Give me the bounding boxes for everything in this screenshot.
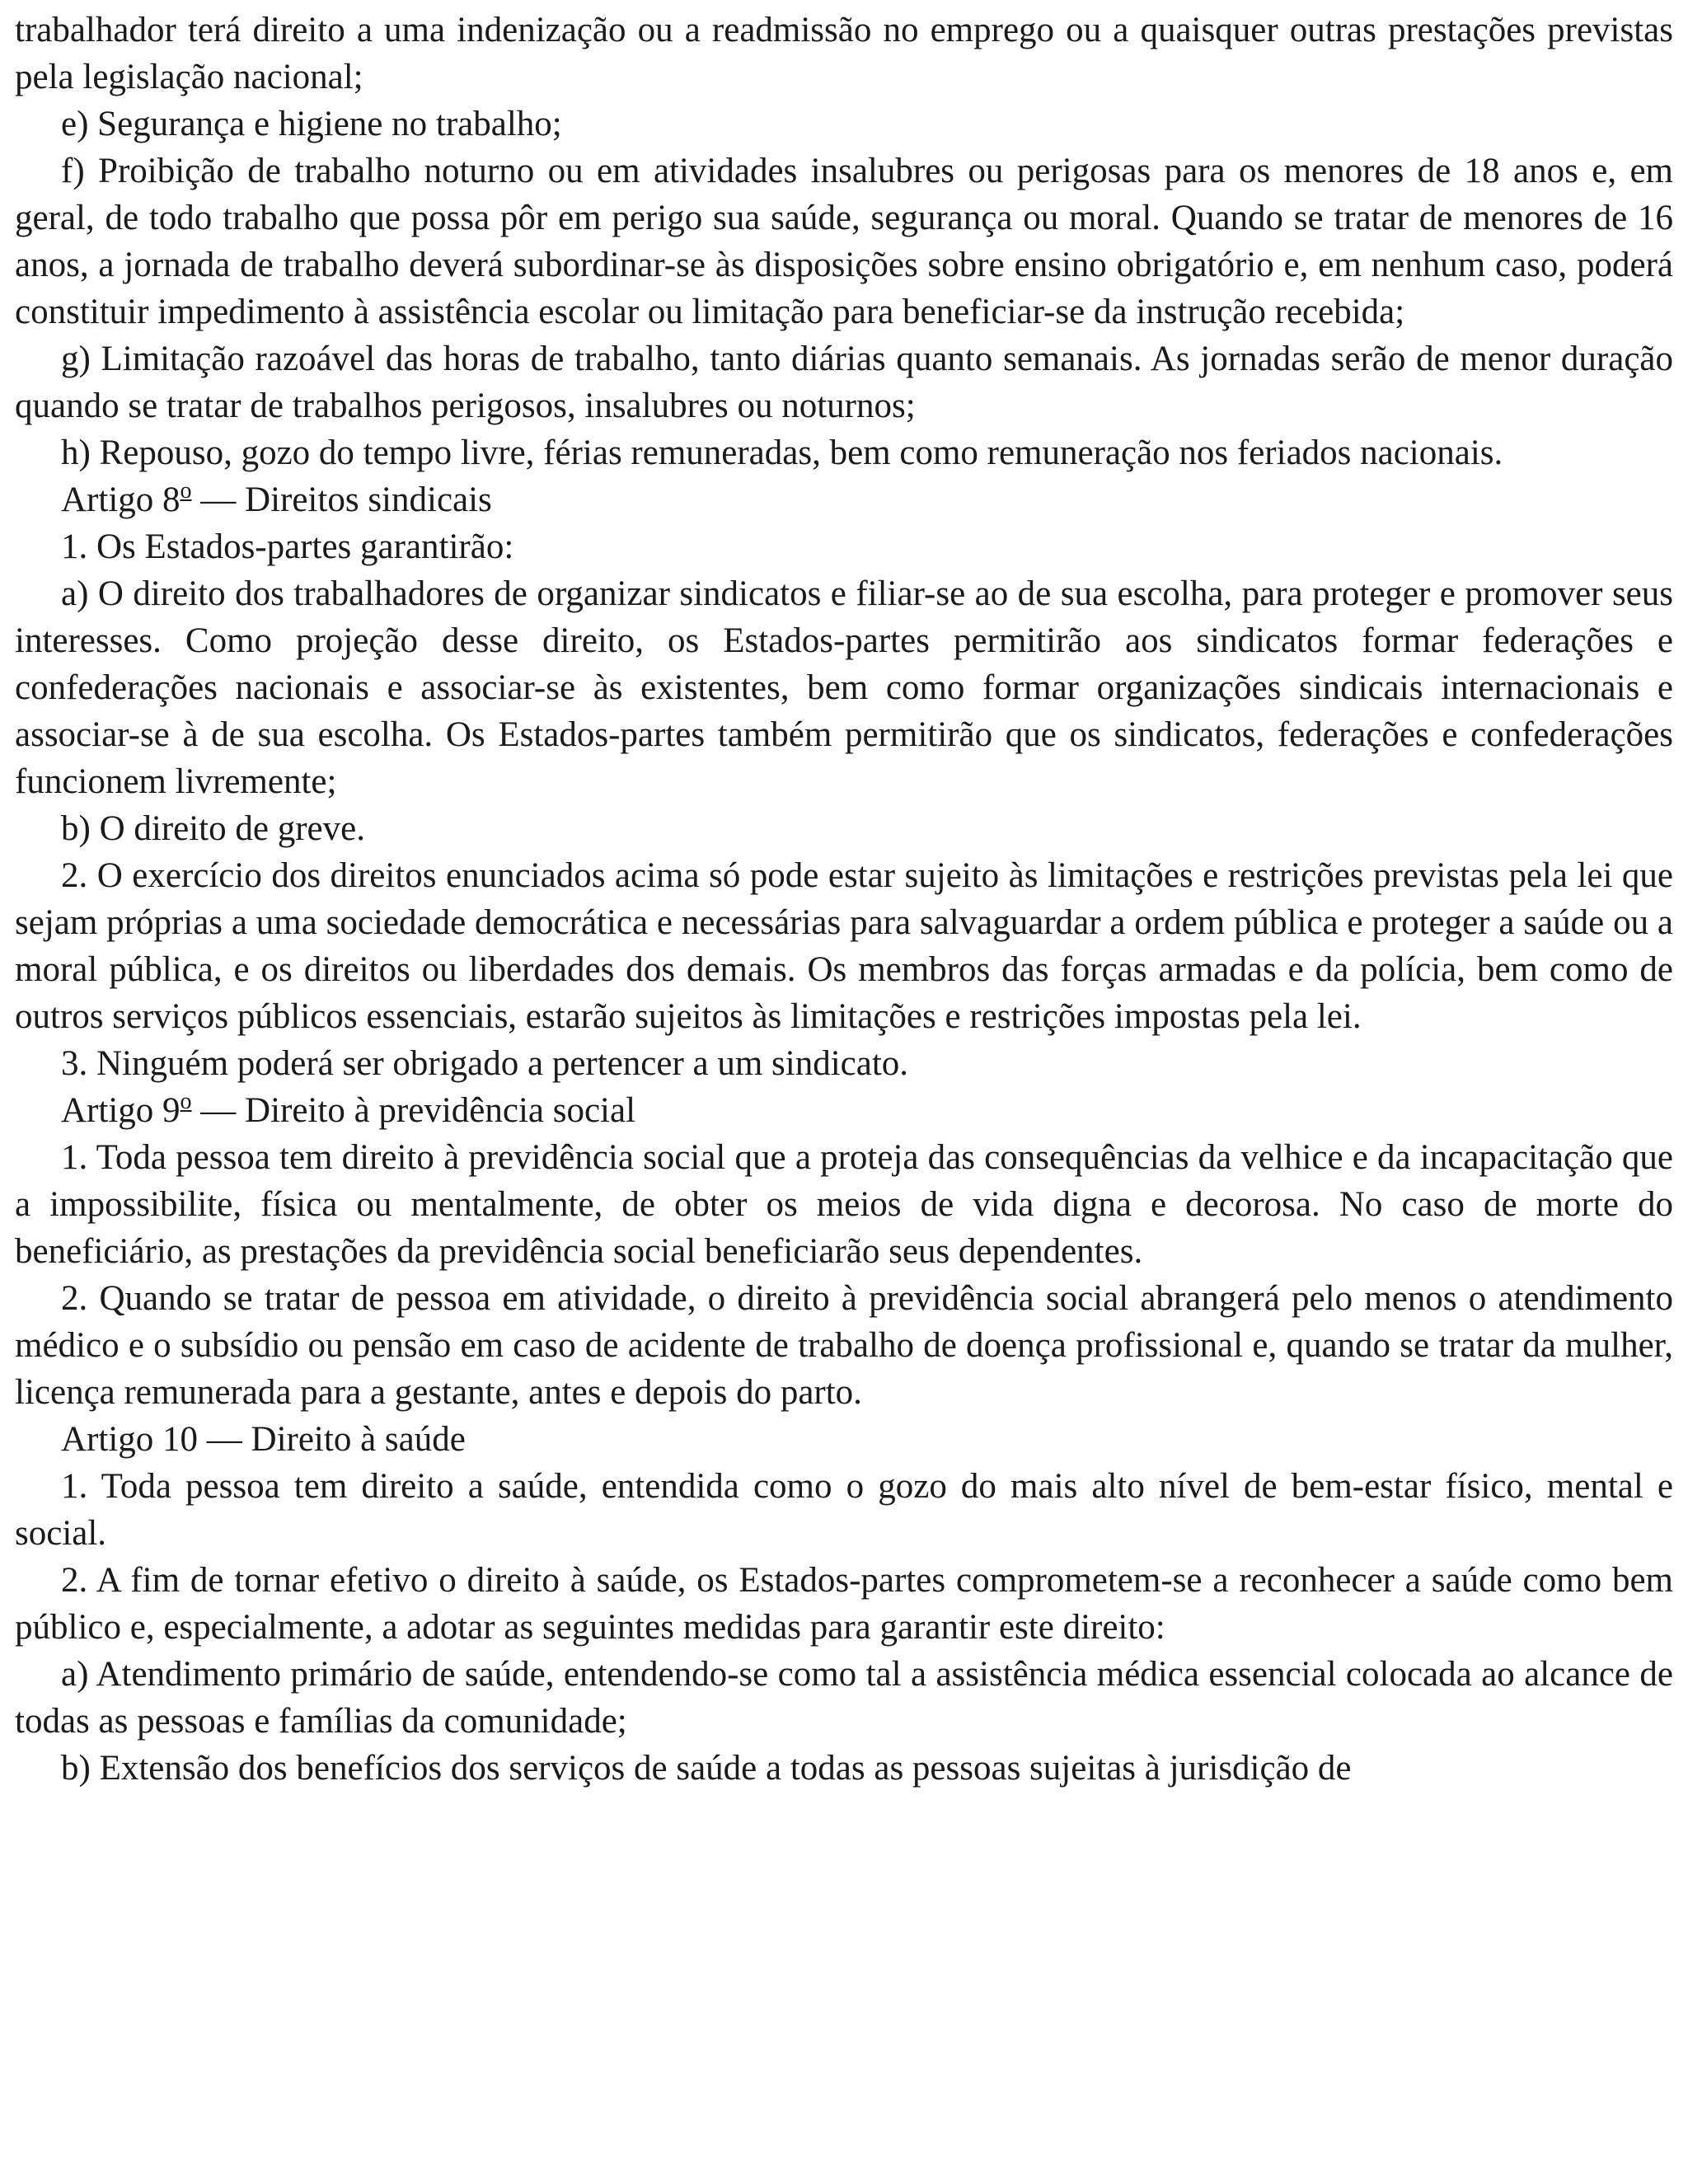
article-9-title: — Direito à previdência social [191, 1091, 636, 1130]
paragraph-art8-1a: a) O direito dos trabalhadores de organizar sindicatos e filiar-se ao de sua escolha, para proteger e promover seus interesses. Como projeção desse direito, os Estados-partes permitirão aos sindicatos formar federações e confederações nacionais e associar-se às existentes, bem como formar organizações sindicais internacionais e associar-se à de sua escolha. Os Estados-partes também permitirão que os sindicatos, federações e confederações funcionem livremente; [15, 574, 1673, 801]
paragraph-art8-1b: b) O direito de greve. [61, 809, 365, 848]
article-8-prefix: Artigo 8 [61, 480, 181, 519]
paragraph-art10-1: 1. Toda pessoa tem direito a saúde, entendida como o gozo do mais alto nível de bem-estar físico, mental e social. [15, 1467, 1673, 1553]
paragraph-art10-2b: b) Extensão dos benefícios dos serviços de saúde a todas as pessoas sujeitas à jurisdição de [61, 1749, 1352, 1788]
paragraph-continuation: trabalhador terá direito a uma indenização ou a readmissão no emprego ou a quaisquer outras prestações previstas pela legislação nacional; [15, 11, 1673, 96]
article-9-prefix: Artigo 9 [61, 1091, 181, 1130]
article-8-heading [15, 476, 1673, 523]
article-8-title: — Direitos sindicais [191, 480, 492, 519]
article-9-heading [15, 1087, 1673, 1134]
paragraph-art10-2: 2. A fim de tornar efetivo o direito à saúde, os Estados-partes comprometem-se a reconhecer a saúde como bem público e, especialmente, a adotar as seguintes medidas para garantir este direito: [15, 1561, 1673, 1647]
article-9-ordinal: o [180, 1089, 192, 1114]
article-8-ordinal: o [180, 478, 192, 504]
paragraph-item-f: f) Proibição de trabalho noturno ou em atividades insalubres ou perigosas para os menores de 18 anos e, em geral, de todo trabalho que possa pôr em perigo sua saúde, segurança ou moral. Quando se tratar de menores de 16 anos, a jornada de trabalho deverá subordinar-se às disposições sobre ensino obrigatório e, em nenhum caso, poderá constituir impedimento à assistência escolar ou limitação para beneficiar-se da instrução recebida; [15, 152, 1673, 331]
paragraph-art8-1: 1. Os Estados-partes garantirão: [61, 527, 514, 566]
paragraph-art8-2: 2. O exercício dos direitos enunciados acima só pode estar sujeito às limitações e restrições previstas pela lei que sejam próprias a uma sociedade democrática e necessárias para salvaguardar a ordem pública e proteger a saúde ou a moral pública, e os direitos ou liberdades dos demais. Os membros das forças armadas e da polícia, bem como de outros serviços públicos essenciais, estarão sujeitos às limitações e restrições impostas pela lei. [15, 856, 1673, 1036]
paragraph-art9-2: 2. Quando se tratar de pessoa em atividade, o direito à previdência social abrangerá pelo menos o atendimento médico e o subsídio ou pensão em caso de acidente de trabalho de doença profissional e, quando se tratar da mulher, licença remunerada para a gestante, antes e depois do parto. [15, 1279, 1673, 1412]
paragraph-item-h: h) Repouso, gozo do tempo livre, férias remuneradas, bem como remuneração nos feriados nacionais. [61, 434, 1503, 472]
paragraph-art8-3: 3. Ninguém poderá ser obrigado a pertencer a um sindicato. [61, 1044, 909, 1083]
paragraph-art9-1: 1. Toda pessoa tem direito à previdência social que a proteja das consequências da velhice e da incapacitação que a impossibilite, física ou mentalmente, de obter os meios de vida digna e decorosa. No caso de morte do beneficiário, as prestações da previdência social beneficiarão seus dependentes. [15, 1138, 1673, 1271]
paragraph-item-g: g) Limitação razoável das horas de trabalho, tanto diárias quanto semanais. As jornadas serão de menor duração quando se tratar de trabalhos perigosos, insalubres ou noturnos; [15, 340, 1673, 425]
paragraph-item-e: e) Segurança e higiene no trabalho; [61, 105, 562, 143]
article-10-heading: Artigo 10 — Direito à saúde [61, 1420, 466, 1459]
paragraph-art10-2a: a) Atendimento primário de saúde, entendendo-se como tal a assistência médica essencial colocada ao alcance de todas as pessoas e famílias da comunidade; [15, 1655, 1673, 1741]
document-page [15, 7, 1673, 1792]
